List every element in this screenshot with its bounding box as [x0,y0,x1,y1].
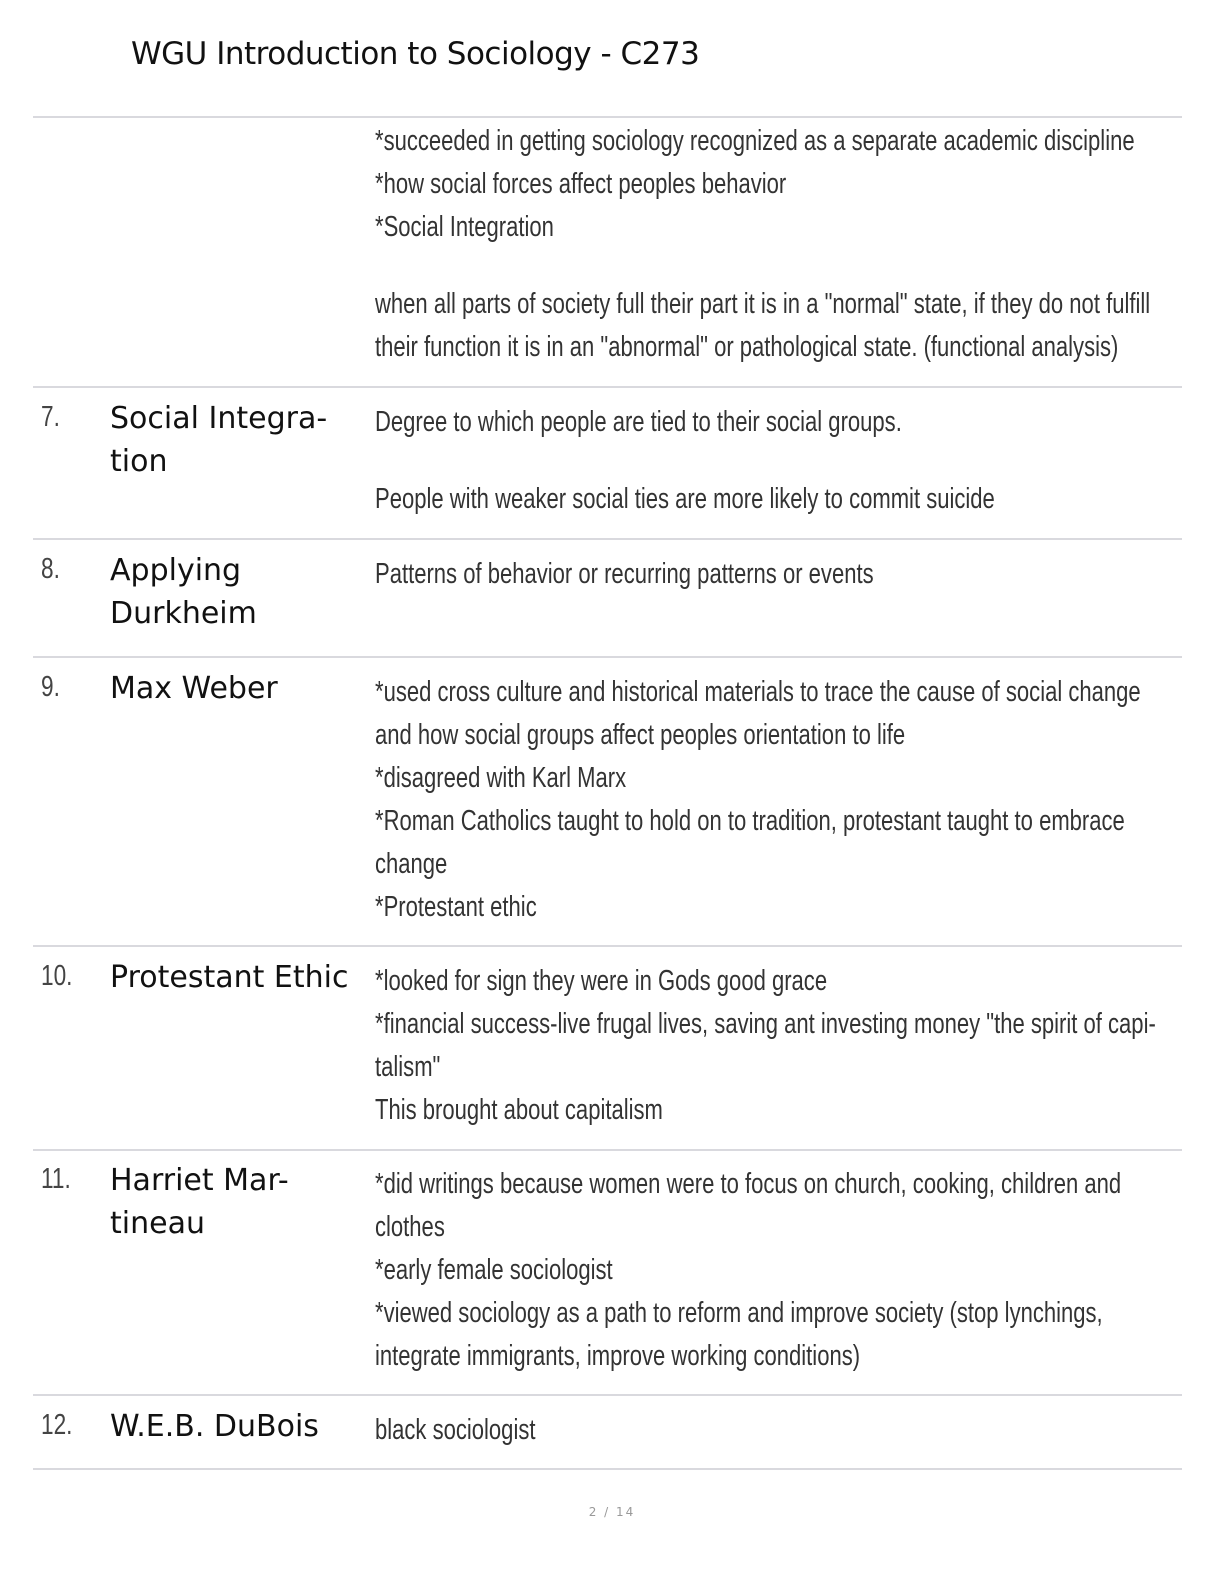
divider [33,386,1182,388]
divider [33,116,1182,118]
definition-line: People with weaker social ties are more likely to commit suicide [375,483,995,515]
divider [33,538,1182,540]
term [110,397,360,483]
document-title: WGU Introduction to Sociology - C273 [131,36,700,72]
definition-line: *Roman Catholics taught to hold on to tradition, protestant taught to embrace [375,805,1125,837]
definition-line: *viewed sociology as a path to reform and improve society (stop lynchings, [375,1297,1103,1329]
definition-line: *Social Integration [375,211,554,243]
divider [33,656,1182,658]
definition-line: integrate immigrants, improve working conditions) [375,1340,861,1372]
term-line: Applying [110,553,242,588]
row-number: 9. [41,671,60,703]
definition-line: *Protestant ethic [375,891,537,923]
definition-line [375,249,1211,283]
definition-line: and how social groups affect peoples orientation to life [375,719,906,751]
definition-line: their function it is in an "abnormal" or pathological state. (functional analysis) [375,331,1119,363]
term-line: tion [110,444,168,479]
divider [33,1394,1182,1396]
term-line: Social Integra- [110,401,328,436]
term-line: Harriet Mar- [110,1163,289,1198]
term-line: tineau [110,1206,205,1241]
definition-line: *succeeded in getting sociology recognized as a separate academic discipline [375,125,1135,157]
definition [375,553,1211,596]
divider [33,945,1182,947]
row-number: 8. [41,553,60,585]
definition-line: Patterns of behavior or recurring patterns or events [375,558,874,590]
term [110,667,360,710]
term-line: Durkheim [110,596,257,631]
definition-line: talism" [375,1051,441,1083]
term-line: W.E.B. DuBois [110,1409,319,1444]
definition [375,1409,1211,1452]
term-line: Max Weber [110,671,278,706]
definition-line [375,444,1211,478]
definition-line: This brought about capitalism [375,1094,663,1126]
definition-line: *disagreed with Karl Marx [375,762,627,794]
definition-line: black sociologist [375,1414,536,1446]
definition-line: *financial success-live frugal lives, saving ant investing money "the spirit of capi- [375,1008,1156,1040]
definition-line: clothes [375,1211,445,1243]
definition [375,671,1211,929]
row-number: 12. [41,1409,73,1441]
term [110,1405,360,1448]
definition-line: Degree to which people are tied to their social groups. [375,406,902,438]
definition [375,1163,1211,1378]
row-number: 11. [41,1163,71,1195]
term [110,1159,360,1245]
definition-line: *early female sociologist [375,1254,613,1286]
term-line: Protestant Ethic [110,960,349,995]
term [110,956,360,999]
definition-line: *how social forces affect peoples behavior [375,168,787,200]
definition-line: when all parts of society full their part it is in a "normal" state, if they do not fulfill [375,288,1151,320]
page-indicator: 2 / 14 [588,1505,636,1519]
definition-line: *used cross culture and historical materials to trace the cause of social change [375,676,1141,708]
row-number: 7. [41,401,60,433]
definition-line: *did writings because women were to focus on church, cooking, children and [375,1168,1122,1200]
row-number: 10. [41,960,73,992]
definition [375,401,1211,521]
definition-line: change [375,848,448,880]
divider [33,1468,1182,1470]
definition-line: *looked for sign they were in Gods good grace [375,965,828,997]
term [110,549,360,635]
definition [375,960,1211,1132]
definition [375,120,1211,369]
divider [33,1149,1182,1151]
